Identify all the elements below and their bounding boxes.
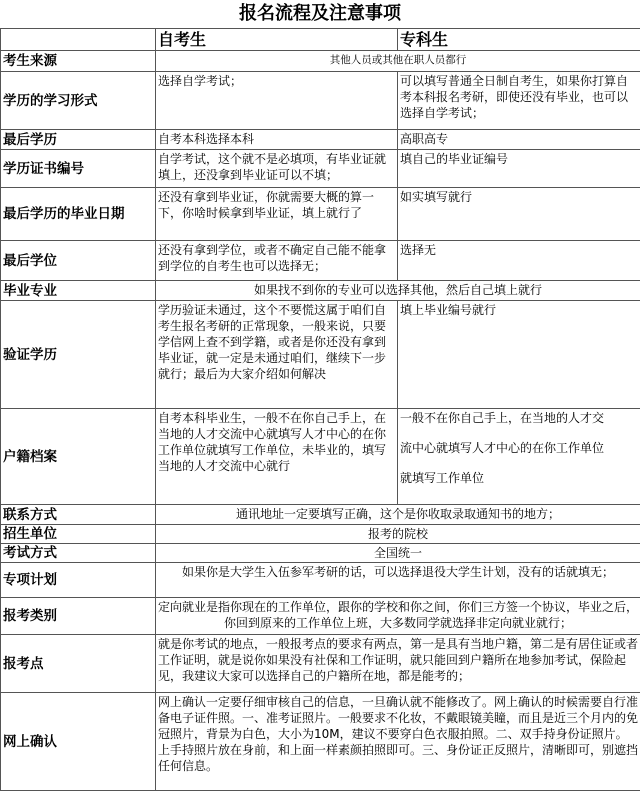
row-label: 考试方式: [1, 544, 156, 563]
self-study-cell: 还没有拿到毕业证，你就需要大概的算一下，你啥时候拿到毕业证，填上就行了: [156, 188, 398, 241]
row-label: 网上确认: [1, 693, 156, 791]
row-label: 学历证书编号: [1, 150, 156, 188]
table-row: [1, 693, 640, 791]
table-header-row: [1, 29, 640, 51]
self-study-cell: 自考本科毕业生，一般不在你自己手上，在当地的人才交流中心就填写人才中心的在你工作单位就填写工作单位，未毕业的，填写当地的人才交流中心就行: [156, 409, 398, 505]
header-blank: [1, 29, 156, 51]
table-row: [1, 281, 640, 301]
junior-line: 流中心就填写人才中心的在你工作单位: [400, 441, 605, 455]
merged-cell: 如果找不到你的专业可以选择其他，然后自己填上就行: [156, 281, 640, 301]
self-study-cell: 自考本科选择本科: [156, 130, 398, 150]
junior-college-cell: 可以填写普通全日制自考生，如果你打算自考本科报名考研，即使还没有毕业，也可以选择自学考试；: [398, 72, 640, 130]
junior-college-cell: 选择无: [398, 241, 640, 281]
junior-line: 就填写工作单位: [400, 471, 485, 485]
table-row: [1, 188, 640, 241]
row-label: 毕业专业: [1, 281, 156, 301]
merged-cell: 报考的院校: [156, 525, 640, 544]
row-label: 最后学历: [1, 130, 156, 150]
junior-line: 一般不在你自己手上，在当地的人才交: [400, 411, 605, 425]
junior-college-cell: 高职高专: [398, 130, 640, 150]
table-row: [1, 598, 640, 635]
row-label: 联系方式: [1, 505, 156, 525]
table-row: [1, 51, 640, 72]
self-study-cell: 学历验证未通过，这个不要慌这属于咱们自考生报名考研的正常现象，一般来说，只要学信网上查不到学籍，或者是你还没有拿到毕业证，就一定是未通过咱们，继续下一步就行；最后为大家介绍如何解决: [156, 301, 398, 409]
merged-cell: 其他人员或其他在职人员都行: [156, 51, 640, 72]
merged-cell: 通讯地址一定要填写正确，这个是你收取录取通知书的地方；: [156, 505, 640, 525]
self-study-cell: 还没有拿到学位，或者不确定自己能不能拿到学位的自考生也可以选择无；: [156, 241, 398, 281]
table-row: [1, 72, 640, 130]
table-row: [1, 505, 640, 525]
table-row: [1, 241, 640, 281]
table-row: [1, 544, 640, 563]
table-row: [1, 301, 640, 409]
table-row: [1, 150, 640, 188]
junior-college-cell: 如实填写就行: [398, 188, 640, 241]
row-label: 最后学历的毕业日期: [1, 188, 156, 241]
header-self-study: 自考生: [156, 29, 398, 51]
row-label: 户籍档案: [1, 409, 156, 505]
merged-cell: 如果你是大学生入伍参军考研的话，可以选择退役大学生计划，没有的话就填无；: [156, 563, 640, 598]
table-row: [1, 409, 640, 505]
table-row: [1, 635, 640, 693]
junior-college-cell: 填自己的毕业证编号: [398, 150, 640, 188]
row-label: 最后学位: [1, 241, 156, 281]
self-study-cell: 自学考试，这个就不是必填项，有毕业证就填上，还没拿到毕业证可以不填；: [156, 150, 398, 188]
row-label: 考生来源: [1, 51, 156, 72]
table-row: [1, 525, 640, 544]
table-row: [1, 130, 640, 150]
page-title: 报名流程及注意事项: [239, 3, 401, 24]
merged-cell: 定向就业是指你现在的工作单位，跟你的学校和你之间，你们三方签一个协议，毕业之后，你回到原来的工作单位上班，大多数同学就选择非定向就业就行；: [156, 598, 640, 635]
row-label: 验证学历: [1, 301, 156, 409]
header-junior-college: 专科生: [398, 29, 640, 51]
row-label: 报考点: [1, 635, 156, 693]
merged-cell: 网上确认一定要仔细审核自己的信息，一旦确认就不能修改了。网上确认的时候需要自行准备电子证件照。一、准考证照片。一般要求不化妆，不戴眼镜美瞳，而且是近三个月内的免冠照片，背景为白色，大小为10M，建议不要穿白色衣服拍照。二、双手持身份证照片。上手持照片放在身前，和上面一样素颜拍照即可。三、身份证正反照片，清晰即可，别遮挡任何信息。: [156, 693, 640, 791]
row-label: 专项计划: [1, 563, 156, 598]
row-label: 学历的学习形式: [1, 72, 156, 130]
merged-cell: 就是你考试的地点，一般报考点的要求有两点，第一是具有当地户籍，第二是有居住证或者工作证明，就是说你如果没有社保和工作证明，就只能回到户籍所在地参加考试，保险起见，我建议大家可以选择自己的户籍所在地，都是能考的；: [156, 635, 640, 693]
self-study-cell: 选择自学考试；: [156, 72, 398, 130]
junior-college-cell: [398, 409, 640, 505]
junior-college-cell: 填上毕业编号就行: [398, 301, 640, 409]
row-label: 招生单位: [1, 525, 156, 544]
merged-cell: 全国统一: [156, 544, 640, 563]
table-row: [1, 563, 640, 598]
row-label: 报考类别: [1, 598, 156, 635]
registration-table: [0, 28, 640, 791]
